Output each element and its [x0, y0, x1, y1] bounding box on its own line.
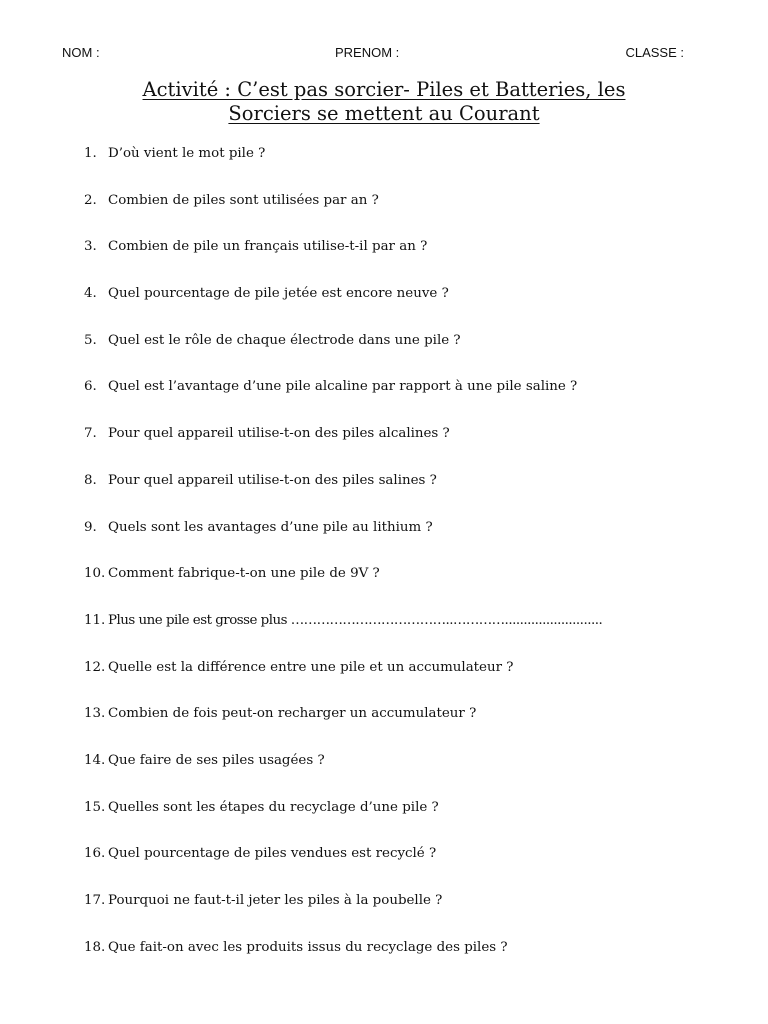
question-item [84, 610, 724, 657]
question-item [84, 517, 724, 564]
question-number: 4. [84, 286, 97, 302]
question-number: 11. [84, 612, 106, 628]
question-number: 12. [84, 659, 106, 675]
question-text: Que faire de ses piles usagées ? [108, 752, 325, 768]
question-number: 16. [84, 846, 106, 862]
question-number: 15. [84, 799, 106, 815]
classe-label: CLASSE : [625, 45, 684, 60]
question-item [84, 376, 724, 423]
question-number: 2. [84, 192, 97, 208]
question-text: Combien de piles sont utilisées par an ? [108, 192, 379, 208]
title-line-1: Activité : C’est pas sorcier- Piles et Batteries, les [142, 78, 626, 101]
question-item [84, 797, 724, 844]
question-item [84, 423, 724, 470]
question-text: Combien de pile un français utilise-t-il par an ? [108, 239, 428, 255]
title-line-2: Sorciers se mettent au Courant [228, 102, 540, 125]
question-text: Quel pourcentage de piles vendues est recyclé ? [108, 846, 437, 862]
question-item [84, 563, 724, 610]
question-number: 13. [84, 706, 106, 722]
question-item [84, 937, 724, 984]
question-number: 8. [84, 472, 97, 488]
question-number: 18. [84, 939, 106, 955]
question-item [84, 657, 724, 704]
question-text: Quelles sont les étapes du recyclage d’une pile ? [108, 799, 439, 815]
question-number: 14. [84, 752, 106, 768]
question-number: 7. [84, 426, 97, 442]
question-text: Quel est l’avantage d’une pile alcaline par rapport à une pile saline ? [108, 379, 578, 395]
header-fields [62, 45, 684, 63]
question-number: 10. [84, 566, 106, 582]
question-text: Quelle est la différence entre une pile et un accumulateur ? [108, 659, 514, 675]
question-list [84, 143, 724, 983]
question-text: Combien de fois peut-on recharger un accumulateur ? [108, 706, 477, 722]
question-number: 17. [84, 893, 106, 908]
question-text: Que fait-on avec les produits issus du recyclage des piles ? [108, 939, 508, 955]
question-text: Pour quel appareil utilise-t-on des piles salines ? [108, 472, 437, 488]
question-text: Comment fabrique-t-on une pile de 9V ? [108, 566, 380, 582]
question-item [84, 890, 724, 937]
question-item [84, 143, 724, 190]
question-number: 1. [84, 146, 97, 161]
question-text: Pourquoi ne faut-t-il jeter les piles à la poubelle ? [108, 893, 443, 908]
question-number: 3. [84, 239, 97, 255]
question-item [84, 283, 724, 330]
question-item [84, 330, 724, 377]
question-number: 5. [84, 332, 97, 348]
question-text: Pour quel appareil utilise-t-on des piles alcalines ? [108, 426, 450, 442]
question-number: 6. [84, 379, 97, 395]
nom-label: NOM : [62, 45, 100, 60]
question-item [84, 236, 724, 283]
question-item [84, 190, 724, 237]
question-text: Plus une pile est grosse plus ………………………………..………….......................... [108, 612, 603, 628]
page-title [60, 78, 708, 126]
question-item [84, 703, 724, 750]
question-number: 9. [84, 519, 97, 535]
question-text: D’où vient le mot pile ? [108, 146, 266, 161]
prenom-label: PRENOM : [335, 45, 400, 60]
question-item [84, 750, 724, 797]
question-text: Quels sont les avantages d’une pile au lithium ? [108, 519, 433, 535]
question-text: Quel est le rôle de chaque électrode dans une pile ? [108, 332, 461, 348]
question-text: Quel pourcentage de pile jetée est encore neuve ? [108, 286, 449, 302]
question-item [84, 470, 724, 517]
question-item [84, 843, 724, 890]
